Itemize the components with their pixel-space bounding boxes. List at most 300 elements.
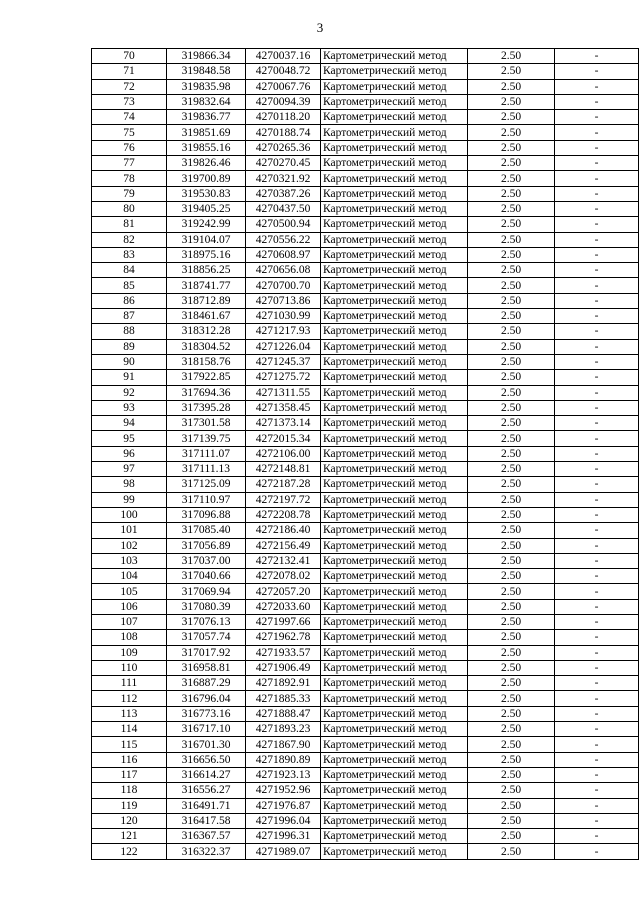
note-cell: -: [555, 783, 639, 798]
x-coordinate-cell: 317110.97: [167, 492, 246, 507]
point-number-cell: 92: [92, 385, 167, 400]
note-cell: -: [555, 584, 639, 599]
x-coordinate-cell: 316796.04: [167, 691, 246, 706]
y-coordinate-cell: 4270700.70: [246, 278, 321, 293]
point-number-cell: 82: [92, 232, 167, 247]
y-coordinate-cell: 4271885.33: [246, 691, 321, 706]
accuracy-cell: 2.50: [468, 660, 555, 675]
accuracy-cell: 2.50: [468, 614, 555, 629]
accuracy-cell: 2.50: [468, 309, 555, 324]
table-row: [92, 110, 639, 125]
x-coordinate-cell: 317111.07: [167, 446, 246, 461]
note-cell: -: [555, 523, 639, 538]
point-number-cell: 119: [92, 798, 167, 813]
y-coordinate-cell: 4271867.90: [246, 737, 321, 752]
point-number-cell: 88: [92, 324, 167, 339]
y-coordinate-cell: 4272106.00: [246, 446, 321, 461]
y-coordinate-cell: 4271893.23: [246, 722, 321, 737]
x-coordinate-cell: 317080.39: [167, 599, 246, 614]
method-cell: Картометрический метод: [321, 446, 468, 461]
y-coordinate-cell: 4270713.86: [246, 293, 321, 308]
method-cell: Картометрический метод: [321, 767, 468, 782]
method-cell: Картометрический метод: [321, 553, 468, 568]
y-coordinate-cell: 4271997.66: [246, 614, 321, 629]
y-coordinate-cell: 4271962.78: [246, 630, 321, 645]
y-coordinate-cell: 4272186.40: [246, 523, 321, 538]
method-cell: Картометрический метод: [321, 523, 468, 538]
accuracy-cell: 2.50: [468, 354, 555, 369]
table-row: [92, 140, 639, 155]
coordinates-table: [91, 48, 639, 860]
x-coordinate-cell: 319826.46: [167, 156, 246, 171]
point-number-cell: 107: [92, 614, 167, 629]
x-coordinate-cell: 317085.40: [167, 523, 246, 538]
method-cell: Картометрический метод: [321, 94, 468, 109]
accuracy-cell: 2.50: [468, 462, 555, 477]
note-cell: -: [555, 844, 639, 859]
method-cell: Картометрический метод: [321, 722, 468, 737]
accuracy-cell: 2.50: [468, 538, 555, 553]
y-coordinate-cell: 4271311.55: [246, 385, 321, 400]
table-row: [92, 829, 639, 844]
accuracy-cell: 2.50: [468, 416, 555, 431]
x-coordinate-cell: 317395.28: [167, 400, 246, 415]
method-cell: Картометрический метод: [321, 737, 468, 752]
x-coordinate-cell: 316614.27: [167, 767, 246, 782]
accuracy-cell: 2.50: [468, 232, 555, 247]
table-row: [92, 309, 639, 324]
x-coordinate-cell: 317040.66: [167, 569, 246, 584]
x-coordinate-cell: 317017.92: [167, 645, 246, 660]
y-coordinate-cell: 4272057.20: [246, 584, 321, 599]
point-number-cell: 101: [92, 523, 167, 538]
table-row: [92, 370, 639, 385]
method-cell: Картометрический метод: [321, 309, 468, 324]
table-row: [92, 293, 639, 308]
accuracy-cell: 2.50: [468, 844, 555, 859]
y-coordinate-cell: 4271996.31: [246, 829, 321, 844]
note-cell: -: [555, 462, 639, 477]
table-row: [92, 706, 639, 721]
note-cell: -: [555, 156, 639, 171]
table-row: [92, 354, 639, 369]
point-number-cell: 115: [92, 737, 167, 752]
table-row: [92, 217, 639, 232]
y-coordinate-cell: 4271373.14: [246, 416, 321, 431]
method-cell: Картометрический метод: [321, 507, 468, 522]
accuracy-cell: 2.50: [468, 186, 555, 201]
x-coordinate-cell: 316656.50: [167, 752, 246, 767]
x-coordinate-cell: 316417.58: [167, 813, 246, 828]
table-row: [92, 446, 639, 461]
x-coordinate-cell: 316556.27: [167, 783, 246, 798]
y-coordinate-cell: 4271030.99: [246, 309, 321, 324]
x-coordinate-cell: 319836.77: [167, 110, 246, 125]
x-coordinate-cell: 318975.16: [167, 247, 246, 262]
point-number-cell: 109: [92, 645, 167, 660]
note-cell: -: [555, 385, 639, 400]
note-cell: -: [555, 798, 639, 813]
x-coordinate-cell: 319104.07: [167, 232, 246, 247]
x-coordinate-cell: 317111.13: [167, 462, 246, 477]
accuracy-cell: 2.50: [468, 125, 555, 140]
note-cell: -: [555, 416, 639, 431]
table-row: [92, 171, 639, 186]
accuracy-cell: 2.50: [468, 385, 555, 400]
table-row: [92, 94, 639, 109]
x-coordinate-cell: 316887.29: [167, 676, 246, 691]
table-row: [92, 614, 639, 629]
note-cell: -: [555, 278, 639, 293]
point-number-cell: 86: [92, 293, 167, 308]
method-cell: Картометрический метод: [321, 660, 468, 675]
method-cell: Картометрический метод: [321, 49, 468, 64]
point-number-cell: 83: [92, 247, 167, 262]
note-cell: -: [555, 79, 639, 94]
table-row: [92, 462, 639, 477]
y-coordinate-cell: 4271890.89: [246, 752, 321, 767]
accuracy-cell: 2.50: [468, 584, 555, 599]
note-cell: -: [555, 201, 639, 216]
note-cell: -: [555, 691, 639, 706]
x-coordinate-cell: 317139.75: [167, 431, 246, 446]
point-number-cell: 85: [92, 278, 167, 293]
method-cell: Картометрический метод: [321, 64, 468, 79]
x-coordinate-cell: 316491.71: [167, 798, 246, 813]
y-coordinate-cell: 4270067.76: [246, 79, 321, 94]
accuracy-cell: 2.50: [468, 446, 555, 461]
y-coordinate-cell: 4270608.97: [246, 247, 321, 262]
x-coordinate-cell: 319835.98: [167, 79, 246, 94]
table-row: [92, 523, 639, 538]
accuracy-cell: 2.50: [468, 400, 555, 415]
accuracy-cell: 2.50: [468, 140, 555, 155]
accuracy-cell: 2.50: [468, 553, 555, 568]
x-coordinate-cell: 317694.36: [167, 385, 246, 400]
method-cell: Картометрический метод: [321, 584, 468, 599]
table-row: [92, 767, 639, 782]
point-number-cell: 121: [92, 829, 167, 844]
note-cell: -: [555, 186, 639, 201]
table-row: [92, 278, 639, 293]
x-coordinate-cell: 317922.85: [167, 370, 246, 385]
y-coordinate-cell: 4271952.96: [246, 783, 321, 798]
accuracy-cell: 2.50: [468, 829, 555, 844]
method-cell: Картометрический метод: [321, 676, 468, 691]
point-number-cell: 87: [92, 309, 167, 324]
note-cell: -: [555, 813, 639, 828]
table-row: [92, 844, 639, 859]
point-number-cell: 84: [92, 263, 167, 278]
accuracy-cell: 2.50: [468, 813, 555, 828]
table-row: [92, 492, 639, 507]
table-row: [92, 538, 639, 553]
method-cell: Картометрический метод: [321, 829, 468, 844]
method-cell: Картометрический метод: [321, 538, 468, 553]
point-number-cell: 113: [92, 706, 167, 721]
point-number-cell: 104: [92, 569, 167, 584]
table-row: [92, 416, 639, 431]
table-row: [92, 553, 639, 568]
point-number-cell: 118: [92, 783, 167, 798]
table-row: [92, 798, 639, 813]
point-number-cell: 94: [92, 416, 167, 431]
method-cell: Картометрический метод: [321, 247, 468, 262]
method-cell: Картометрический метод: [321, 125, 468, 140]
note-cell: -: [555, 339, 639, 354]
x-coordinate-cell: 317076.13: [167, 614, 246, 629]
x-coordinate-cell: 319855.16: [167, 140, 246, 155]
accuracy-cell: 2.50: [468, 293, 555, 308]
accuracy-cell: 2.50: [468, 370, 555, 385]
point-number-cell: 75: [92, 125, 167, 140]
y-coordinate-cell: 4270048.72: [246, 64, 321, 79]
method-cell: Картометрический метод: [321, 140, 468, 155]
method-cell: Картометрический метод: [321, 645, 468, 660]
method-cell: Картометрический метод: [321, 232, 468, 247]
point-number-cell: 120: [92, 813, 167, 828]
accuracy-cell: 2.50: [468, 752, 555, 767]
point-number-cell: 96: [92, 446, 167, 461]
method-cell: Картометрический метод: [321, 798, 468, 813]
accuracy-cell: 2.50: [468, 767, 555, 782]
note-cell: -: [555, 630, 639, 645]
method-cell: Картометрический метод: [321, 783, 468, 798]
table-row: [92, 477, 639, 492]
y-coordinate-cell: 4272197.72: [246, 492, 321, 507]
y-coordinate-cell: 4270037.16: [246, 49, 321, 64]
x-coordinate-cell: 319530.83: [167, 186, 246, 201]
accuracy-cell: 2.50: [468, 324, 555, 339]
x-coordinate-cell: 319866.34: [167, 49, 246, 64]
accuracy-cell: 2.50: [468, 263, 555, 278]
method-cell: Картометрический метод: [321, 201, 468, 216]
accuracy-cell: 2.50: [468, 49, 555, 64]
table-row: [92, 813, 639, 828]
table-row: [92, 431, 639, 446]
point-number-cell: 106: [92, 599, 167, 614]
table-row: [92, 125, 639, 140]
method-cell: Картометрический метод: [321, 477, 468, 492]
table-row: [92, 339, 639, 354]
note-cell: -: [555, 737, 639, 752]
accuracy-cell: 2.50: [468, 523, 555, 538]
point-number-cell: 80: [92, 201, 167, 216]
y-coordinate-cell: 4271996.04: [246, 813, 321, 828]
accuracy-cell: 2.50: [468, 339, 555, 354]
point-number-cell: 116: [92, 752, 167, 767]
x-coordinate-cell: 319700.89: [167, 171, 246, 186]
point-number-cell: 105: [92, 584, 167, 599]
point-number-cell: 71: [92, 64, 167, 79]
y-coordinate-cell: 4270188.74: [246, 125, 321, 140]
point-number-cell: 72: [92, 79, 167, 94]
table-row: [92, 156, 639, 171]
y-coordinate-cell: 4271923.13: [246, 767, 321, 782]
method-cell: Картометрический метод: [321, 278, 468, 293]
table-row: [92, 507, 639, 522]
note-cell: -: [555, 599, 639, 614]
method-cell: Картометрический метод: [321, 293, 468, 308]
accuracy-cell: 2.50: [468, 171, 555, 186]
y-coordinate-cell: 4270437.50: [246, 201, 321, 216]
table-row: [92, 79, 639, 94]
note-cell: -: [555, 553, 639, 568]
x-coordinate-cell: 317069.94: [167, 584, 246, 599]
method-cell: Картометрический метод: [321, 691, 468, 706]
y-coordinate-cell: 4270387.26: [246, 186, 321, 201]
point-number-cell: 76: [92, 140, 167, 155]
method-cell: Картометрический метод: [321, 431, 468, 446]
x-coordinate-cell: 319242.99: [167, 217, 246, 232]
point-number-cell: 70: [92, 49, 167, 64]
note-cell: -: [555, 446, 639, 461]
note-cell: -: [555, 370, 639, 385]
x-coordinate-cell: 317125.09: [167, 477, 246, 492]
table-row: [92, 263, 639, 278]
x-coordinate-cell: 316322.37: [167, 844, 246, 859]
accuracy-cell: 2.50: [468, 569, 555, 584]
accuracy-cell: 2.50: [468, 599, 555, 614]
note-cell: -: [555, 324, 639, 339]
table-row: [92, 645, 639, 660]
y-coordinate-cell: 4271892.91: [246, 676, 321, 691]
x-coordinate-cell: 317096.88: [167, 507, 246, 522]
point-number-cell: 81: [92, 217, 167, 232]
point-number-cell: 93: [92, 400, 167, 415]
accuracy-cell: 2.50: [468, 722, 555, 737]
accuracy-cell: 2.50: [468, 247, 555, 262]
method-cell: Картометрический метод: [321, 614, 468, 629]
point-number-cell: 90: [92, 354, 167, 369]
point-number-cell: 100: [92, 507, 167, 522]
method-cell: Картометрический метод: [321, 844, 468, 859]
note-cell: -: [555, 125, 639, 140]
note-cell: -: [555, 140, 639, 155]
note-cell: -: [555, 232, 639, 247]
coordinates-table-body: [92, 49, 639, 860]
note-cell: -: [555, 110, 639, 125]
method-cell: Картометрический метод: [321, 79, 468, 94]
note-cell: -: [555, 247, 639, 262]
point-number-cell: 99: [92, 492, 167, 507]
y-coordinate-cell: 4271976.87: [246, 798, 321, 813]
note-cell: -: [555, 722, 639, 737]
accuracy-cell: 2.50: [468, 706, 555, 721]
method-cell: Картометрический метод: [321, 339, 468, 354]
accuracy-cell: 2.50: [468, 110, 555, 125]
y-coordinate-cell: 4271888.47: [246, 706, 321, 721]
y-coordinate-cell: 4272187.28: [246, 477, 321, 492]
x-coordinate-cell: 319848.58: [167, 64, 246, 79]
method-cell: Картометрический метод: [321, 400, 468, 415]
table-row: [92, 247, 639, 262]
method-cell: Картометрический метод: [321, 706, 468, 721]
point-number-cell: 77: [92, 156, 167, 171]
x-coordinate-cell: 316367.57: [167, 829, 246, 844]
x-coordinate-cell: 318856.25: [167, 263, 246, 278]
method-cell: Картометрический метод: [321, 110, 468, 125]
x-coordinate-cell: 319851.69: [167, 125, 246, 140]
table-row: [92, 201, 639, 216]
note-cell: -: [555, 752, 639, 767]
note-cell: -: [555, 400, 639, 415]
page-number: 3: [316, 20, 324, 35]
point-number-cell: 103: [92, 553, 167, 568]
table-row: [92, 64, 639, 79]
method-cell: Картометрический метод: [321, 752, 468, 767]
accuracy-cell: 2.50: [468, 217, 555, 232]
point-number-cell: 74: [92, 110, 167, 125]
note-cell: -: [555, 492, 639, 507]
method-cell: Картометрический метод: [321, 569, 468, 584]
point-number-cell: 108: [92, 630, 167, 645]
accuracy-cell: 2.50: [468, 630, 555, 645]
table-row: [92, 722, 639, 737]
x-coordinate-cell: 318304.52: [167, 339, 246, 354]
table-row: [92, 569, 639, 584]
table-row: [92, 584, 639, 599]
method-cell: Картометрический метод: [321, 462, 468, 477]
table-row: [92, 691, 639, 706]
accuracy-cell: 2.50: [468, 737, 555, 752]
accuracy-cell: 2.50: [468, 645, 555, 660]
x-coordinate-cell: 318741.77: [167, 278, 246, 293]
method-cell: Картометрический метод: [321, 156, 468, 171]
y-coordinate-cell: 4272148.81: [246, 462, 321, 477]
note-cell: -: [555, 49, 639, 64]
note-cell: -: [555, 507, 639, 522]
table-row: [92, 232, 639, 247]
y-coordinate-cell: 4270118.20: [246, 110, 321, 125]
point-number-cell: 98: [92, 477, 167, 492]
note-cell: -: [555, 645, 639, 660]
table-row: [92, 676, 639, 691]
y-coordinate-cell: 4272033.60: [246, 599, 321, 614]
y-coordinate-cell: 4271217.93: [246, 324, 321, 339]
table-row: [92, 737, 639, 752]
x-coordinate-cell: 317056.89: [167, 538, 246, 553]
note-cell: -: [555, 538, 639, 553]
y-coordinate-cell: 4272156.49: [246, 538, 321, 553]
x-coordinate-cell: 318158.76: [167, 354, 246, 369]
point-number-cell: 102: [92, 538, 167, 553]
x-coordinate-cell: 319405.25: [167, 201, 246, 216]
x-coordinate-cell: 316773.16: [167, 706, 246, 721]
note-cell: -: [555, 171, 639, 186]
method-cell: Картометрический метод: [321, 263, 468, 278]
y-coordinate-cell: 4271245.37: [246, 354, 321, 369]
accuracy-cell: 2.50: [468, 201, 555, 216]
table-row: [92, 783, 639, 798]
y-coordinate-cell: 4272015.34: [246, 431, 321, 446]
note-cell: -: [555, 263, 639, 278]
table-row: [92, 599, 639, 614]
point-number-cell: 114: [92, 722, 167, 737]
point-number-cell: 112: [92, 691, 167, 706]
y-coordinate-cell: 4271933.57: [246, 645, 321, 660]
method-cell: Картометрический метод: [321, 354, 468, 369]
table-row: [92, 186, 639, 201]
accuracy-cell: 2.50: [468, 477, 555, 492]
x-coordinate-cell: 319832.64: [167, 94, 246, 109]
point-number-cell: 110: [92, 660, 167, 675]
method-cell: Картометрический метод: [321, 324, 468, 339]
note-cell: -: [555, 569, 639, 584]
table-row: [92, 660, 639, 675]
accuracy-cell: 2.50: [468, 94, 555, 109]
method-cell: Картометрический метод: [321, 385, 468, 400]
